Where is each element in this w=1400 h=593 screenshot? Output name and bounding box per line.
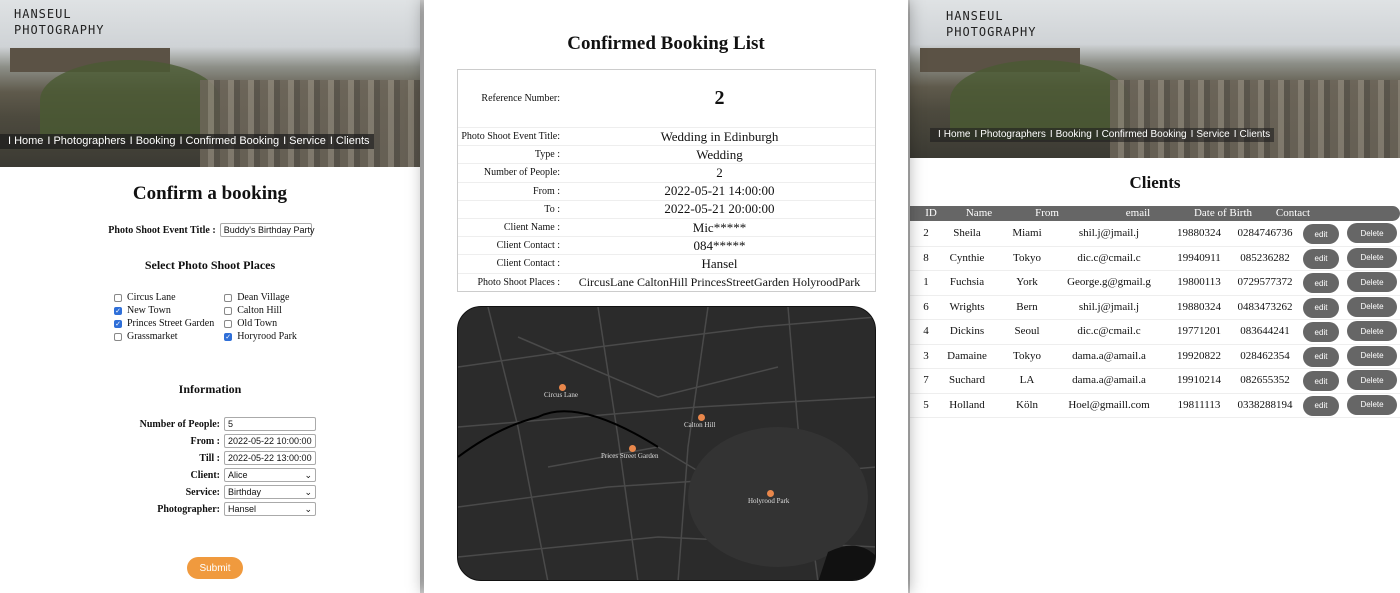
cell-id: 3 [923, 349, 929, 362]
delete-button[interactable]: Delete [1347, 223, 1397, 243]
detail-row [458, 182, 875, 200]
page-title: Confirm a booking [132, 183, 288, 204]
cell-contact: 082655352 [1240, 374, 1290, 386]
map-pin-princes-street-garden[interactable] [629, 445, 636, 452]
delete-button[interactable]: Delete [1347, 297, 1397, 317]
table-row [910, 271, 1400, 296]
edit-button[interactable]: edit [1303, 224, 1339, 244]
cell-date-of-birth: 19880324 [1177, 227, 1221, 239]
detail-label: Client Contact : [496, 258, 560, 270]
confirm-booking-page [0, 0, 420, 593]
photographer-select[interactable]: Hansel ⌄ [224, 502, 316, 516]
page-title: Clients [1129, 173, 1181, 192]
map-label: Circus Lane [544, 391, 579, 399]
place-checkbox[interactable] [224, 331, 297, 342]
map[interactable] [457, 306, 876, 581]
nav-home[interactable]: Home [943, 129, 971, 140]
detail-label: Photo Shoot Event Title: [461, 131, 560, 143]
nav-clients[interactable]: Clients [1239, 129, 1271, 140]
place-label: Circus Lane [127, 292, 176, 303]
cell-email: shil.j@jmail.j [1078, 300, 1140, 313]
table-row [910, 296, 1400, 321]
place-label: Horyrood Park [237, 331, 297, 342]
detail-value: Wedding [696, 146, 743, 162]
nav-service[interactable]: Service [289, 135, 326, 147]
cell-date-of-birth: 19940911 [1177, 251, 1221, 264]
chevron-down-icon: ⌄ [304, 503, 312, 514]
client-label: Client: [190, 469, 220, 481]
cell-contact: 0284746736 [1237, 227, 1293, 239]
detail-label: Client Name : [503, 222, 560, 234]
place-label: Old Town [237, 318, 278, 329]
table-row [910, 222, 1400, 247]
edit-button[interactable]: edit [1303, 273, 1339, 293]
detail-row [458, 200, 875, 218]
cell-from: Miami [1012, 227, 1042, 239]
nav-service[interactable]: Service [1196, 129, 1230, 140]
confirmed-booking-page [424, 0, 908, 593]
place-checkbox[interactable] [224, 305, 297, 316]
detail-label: Number of People: [483, 167, 560, 179]
page-title: Confirmed Booking List [567, 33, 765, 54]
checkbox-icon[interactable] [224, 320, 232, 328]
map-label: Holyrood Park [748, 497, 790, 505]
header-email: email [1125, 207, 1151, 219]
cell-id: 4 [923, 325, 929, 337]
cell-date-of-birth: 19880324 [1177, 300, 1221, 313]
cell-date-of-birth: 19920822 [1177, 349, 1221, 362]
checkbox-icon[interactable]: ✓ [115, 319, 121, 328]
detail-row [458, 254, 875, 272]
nav-booking[interactable]: Booking [135, 135, 176, 147]
clients-page [910, 0, 1400, 593]
checkbox-icon[interactable] [114, 294, 122, 302]
nav-photographers[interactable]: Photographers [53, 135, 126, 147]
checkbox-icon[interactable] [114, 333, 122, 341]
detail-label: Client Contact : [496, 240, 560, 252]
checkbox-icon[interactable]: ✓ [225, 332, 232, 341]
people-input[interactable]: 5 [224, 417, 316, 431]
detail-value: 2 [716, 164, 723, 180]
checkbox-icon[interactable] [224, 307, 232, 315]
cell-name: Sheila [953, 227, 981, 239]
cell-from: Köln [1016, 398, 1038, 411]
cell-from: York [1016, 276, 1038, 288]
edit-button[interactable]: edit [1303, 298, 1339, 318]
cell-contact: 0729577372 [1237, 276, 1293, 288]
photographer-label: Photographer: [157, 503, 220, 515]
place-checkbox[interactable] [114, 318, 214, 329]
detail-label: Photo Shoot Places : [477, 276, 560, 288]
cell-email: Hoel@gmaill.com [1068, 398, 1150, 411]
detail-value: CircusLane CaltonHill PrincesStreetGarden HolyroodPark [578, 274, 861, 289]
cell-id: 2 [923, 227, 929, 239]
event-title-label: Photo Shoot Event Title : [108, 224, 216, 236]
place-label: Calton Hill [237, 305, 282, 316]
cell-date-of-birth: 19910214 [1177, 374, 1221, 386]
cell-date-of-birth: 19771201 [1177, 325, 1221, 337]
delete-button[interactable]: Delete [1347, 370, 1397, 390]
detail-value: 2022-05-21 20:00:00 [664, 201, 775, 217]
detail-value: 084***** [693, 237, 746, 253]
submit-button[interactable]: Submit [187, 557, 243, 579]
header-banner [0, 0, 420, 167]
cell-from: Tokyo [1013, 349, 1041, 362]
detail-value: Wedding in Edinburgh [660, 128, 779, 144]
ref-label: Reference Number: [481, 93, 560, 104]
delete-button[interactable]: Delete [1347, 395, 1397, 415]
cell-from: Bern [1016, 300, 1038, 313]
cell-contact: 0338288194 [1237, 398, 1293, 411]
edit-button[interactable]: edit [1303, 322, 1339, 342]
service-label: Service: [185, 486, 220, 498]
detail-row [458, 236, 875, 254]
cell-email: dama.a@amail.a [1072, 374, 1146, 386]
service-select[interactable]: Birthday ⌄ [224, 485, 316, 499]
cell-date-of-birth: 19800113 [1177, 276, 1221, 288]
people-label: Number of People: [139, 418, 220, 430]
cell-email: George.g@gmail.g [1067, 276, 1151, 288]
map-label: Prices Street Garden [601, 452, 659, 460]
edit-button[interactable]: edit [1303, 249, 1339, 269]
detail-value: Hansel [701, 255, 738, 271]
map-pin-circus-lane[interactable] [559, 384, 566, 391]
detail-label: From : [533, 185, 560, 197]
place-label: Grassmarket [127, 331, 178, 342]
delete-button[interactable]: Delete [1347, 346, 1397, 366]
map-pin-holyrood-park[interactable] [767, 490, 774, 497]
edit-button[interactable]: edit [1303, 371, 1339, 391]
detail-row [458, 218, 875, 236]
cell-from: LA [1019, 374, 1035, 386]
cell-name: Damaine [947, 349, 987, 362]
places-checklist [114, 292, 297, 342]
place-checkbox[interactable] [114, 292, 214, 303]
cell-id: 5 [923, 398, 929, 411]
header-contact: Contact [1275, 207, 1311, 219]
till-input[interactable]: 2022-05-22 13:00:00 [224, 451, 316, 465]
detail-value: Mic***** [692, 219, 747, 235]
map-pin-calton-hill[interactable] [698, 414, 705, 421]
nav-clients[interactable]: Clients [335, 135, 370, 147]
cell-name: Suchard [948, 374, 986, 386]
event-title-input[interactable]: Buddy's Birthday Party [220, 223, 312, 237]
nav-home[interactable]: Home [14, 135, 44, 147]
place-label: Princes Street Garden [127, 318, 215, 329]
cell-contact: 083644241 [1240, 325, 1290, 337]
cell-name: Cynthie [949, 251, 985, 264]
cell-email: shil.j@jmail.j [1078, 227, 1140, 239]
place-checkbox[interactable] [114, 331, 214, 342]
edit-button[interactable]: edit [1303, 396, 1339, 416]
place-checkbox[interactable] [114, 305, 214, 316]
cell-contact: 028462354 [1240, 349, 1290, 362]
cell-email: dama.a@amail.a [1072, 349, 1146, 362]
detail-row [458, 163, 875, 181]
cell-id: 7 [923, 374, 929, 386]
table-row [910, 247, 1400, 272]
table-row [910, 369, 1400, 394]
booking-details-table [457, 69, 876, 292]
ref-value: 2 [714, 87, 725, 109]
nav-bar: I Home I Photographers I Booking I Confirmed Booking I Service I Clients [930, 128, 1274, 142]
checkbox-icon[interactable]: ✓ [115, 306, 121, 315]
cell-name: Dickins [949, 325, 985, 337]
cell-id: 1 [923, 276, 929, 288]
detail-row [458, 145, 875, 163]
place-label: Dean Village [237, 292, 290, 303]
nav-booking[interactable]: Booking [1055, 129, 1092, 140]
map-roads [458, 307, 876, 581]
table-row [910, 320, 1400, 345]
detail-label: Type : [534, 149, 560, 161]
map-label: Calton Hill [684, 421, 716, 429]
cell-name: Fuchsia [949, 276, 985, 288]
nav-confirmed-booking[interactable]: Confirmed Booking [1101, 129, 1187, 140]
nav-bar: I Home I Photographers I Booking I Confirmed Booking I Service I Clients [0, 134, 374, 149]
header-dob: Date of Birth [1193, 207, 1253, 219]
cell-name: Holland [949, 398, 985, 411]
chevron-down-icon: ⌄ [304, 486, 312, 497]
clients-table-header [910, 206, 1400, 221]
info-heading: Information [178, 382, 242, 396]
table-row [910, 345, 1400, 370]
cell-from: Seoul [1014, 325, 1040, 337]
client-select[interactable]: Alice ⌄ [224, 468, 316, 482]
nav-photographers[interactable]: Photographers [980, 129, 1046, 140]
checkbox-icon[interactable] [224, 294, 232, 302]
delete-button[interactable]: Delete [1347, 248, 1397, 268]
header-name: Name [965, 207, 993, 219]
place-checkbox[interactable] [224, 318, 297, 329]
cell-from: Tokyo [1013, 251, 1041, 264]
header-id: ID [925, 207, 937, 219]
detail-row [458, 127, 875, 145]
cell-contact: 085236282 [1240, 251, 1290, 264]
detail-label: To : [544, 203, 560, 215]
cell-date-of-birth: 19811113 [1177, 398, 1221, 411]
nav-confirmed-booking[interactable]: Confirmed Booking [185, 135, 280, 147]
cell-id: 8 [923, 251, 929, 264]
places-heading: Select Photo Shoot Places [144, 258, 276, 272]
cell-contact: 0483473262 [1237, 300, 1293, 313]
place-checkbox[interactable] [224, 292, 297, 303]
delete-button[interactable]: Delete [1347, 272, 1397, 292]
delete-button[interactable]: Delete [1347, 321, 1397, 341]
detail-value: 2022-05-21 14:00:00 [664, 183, 775, 199]
edit-button[interactable]: edit [1303, 347, 1339, 367]
cell-id: 6 [923, 300, 929, 313]
table-row [910, 394, 1400, 419]
chevron-down-icon: ⌄ [304, 469, 312, 480]
cell-email: dic.c@cmail.c [1077, 325, 1141, 337]
header-from: From [1035, 207, 1059, 219]
place-label: New Town [127, 305, 171, 316]
header-banner [910, 0, 1400, 158]
logo: HANSEUL PHOTOGRAPHY [14, 7, 105, 37]
till-label: Till : [199, 452, 220, 464]
from-label: From : [190, 435, 220, 447]
cell-email: dic.c@cmail.c [1077, 251, 1141, 264]
logo: HANSEUL PHOTOGRAPHY [946, 9, 1037, 39]
detail-row [458, 273, 875, 291]
cell-name: Wrights [949, 300, 985, 313]
from-input[interactable]: 2022-05-22 10:00:00 [224, 434, 316, 448]
